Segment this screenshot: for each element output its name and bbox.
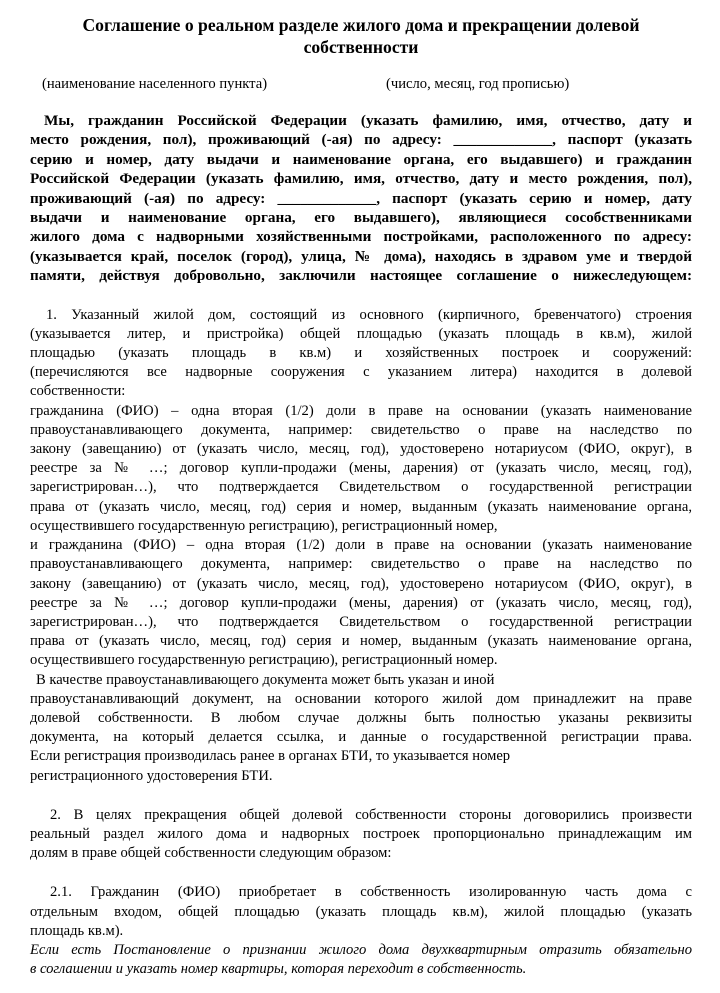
- intro-line: место рождения, пол), проживающий (-ая) по адресу: _____________, паспорт (указать: [30, 131, 692, 149]
- place-placeholder: (наименование населенного пункта): [42, 76, 268, 92]
- clause-2-1-paragraph: [30, 883, 692, 941]
- owner-1-line: реестре за № …; договор купли-продажи (мены, дарения) от (указать число, месяц, год),: [30, 460, 692, 477]
- clause-1-line: собственности:: [30, 383, 126, 400]
- intro-line: Мы, гражданин Российской Федерации (указать фамилию, имя, отчество, дату и: [44, 112, 692, 129]
- clause-2-line: долям в праве общей собственности следующим образом:: [30, 845, 392, 862]
- intro-line: памяти, действуя добровольно, заключили настоящее соглашение о нижеследующем:: [30, 267, 692, 285]
- place-date-row: [30, 75, 692, 97]
- clause-1-line: площадью (указать площадь в кв.м) и хозяйственных построек и сооружений:: [30, 345, 692, 362]
- intro-line: серию и номер, дату выдачи и наименование органа, его выдавшего) и гражданин: [30, 150, 692, 168]
- note-line: В качестве правоустанавливающего документа может быть указан и иной: [36, 671, 495, 688]
- intro-line: Российской Федерации (указать фамилию, имя, отчество, дату и место рождения, пол),: [30, 170, 692, 188]
- owner-1-line: права от (указать число, месяц, год) серия и номер, выданным (указать наименование органа,: [30, 498, 692, 515]
- document-title: Соглашение о реальном разделе жилого дома и прекращении долевой собственности: [82, 15, 640, 57]
- note-line: долевой собственности. В любом случае должны быть полностью указаны реквизиты: [30, 709, 692, 726]
- owner-2-line: права от (указать число, месяц, год) серия и номер, выданным (указать наименование органа,: [30, 633, 692, 650]
- note-line: регистрационного удостоверения БТИ.: [30, 767, 273, 784]
- owner-1-line: зарегистрирован…), что подтверждается Свидетельством о государственной регистрации: [30, 479, 692, 496]
- owner-1-line: гражданина (ФИО) – одна вторая (1/2) доли в праве на основании (указать наименование: [30, 402, 692, 419]
- apartment-note: [30, 941, 692, 979]
- clause-2-line: 2. В целях прекращения общей долевой собственности стороны договорились произвести: [50, 806, 692, 823]
- intro-line: жилого дома с надворными хозяйственными постройками, расположенного по адресу:: [30, 228, 692, 246]
- owner-1-paragraph: [30, 402, 692, 536]
- note-line: правоустанавливающий документ, на основании которого жилой дом принадлежит на праве: [30, 690, 692, 707]
- title-document-note: [30, 671, 692, 786]
- italic-note-line: в соглашении и указать номер квартиры, которая переходит в собственность.: [30, 961, 527, 978]
- owner-2-paragraph: [30, 536, 692, 670]
- owner-2-line: закону (завещанию) от (указать число, месяц, год), удостоверено нотариусом (ФИО, округ), в: [30, 575, 692, 592]
- owner-1-line: осуществившего государственную регистрацию), регистрационный номер,: [30, 517, 498, 534]
- intro-line: выдачи и наименование органа, его выдавшего), являющиеся сособственниками: [30, 209, 692, 227]
- clause-2-1-line: площадь кв.м).: [30, 922, 124, 939]
- intro-line: проживающий (-ая) по адресу: _____________, паспорт (указать серию и номер, дату: [30, 189, 692, 207]
- owner-2-line: реестре за № …; договор купли-продажи (мены, дарения) от (указать число, месяц, год),: [30, 594, 692, 611]
- owner-2-line: правоустанавливающего документа, например: свидетельство о праве на наследство по: [30, 556, 692, 573]
- clause-2-1-line: 2.1. Гражданин (ФИО) приобретает в собственность изолированную часть дома с: [50, 884, 692, 901]
- clause-2-1-line: отдельным входом, общей площадью (указать площадь кв.м), жилой площадью (указать: [30, 903, 692, 920]
- note-line: документа, на который делается ссылка, и данные о государственной регистрации права.: [30, 729, 692, 746]
- clause-1-line: (указывается литер, и пристройка) общей площадью (указать площадь в кв.м), жилой: [30, 325, 692, 342]
- intro-paragraph: [30, 111, 692, 286]
- owner-2-line: осуществившего государственную регистрацию), регистрационный номер.: [30, 652, 498, 669]
- owner-1-line: закону (завещанию) от (указать число, месяц, год), удостоверено нотариусом (ФИО, округ), в: [30, 441, 692, 458]
- italic-note-line: Если есть Постановление о признании жилого дома двухквартирным отразить обязательно: [30, 941, 692, 958]
- note-line: Если регистрация производилась ранее в органах БТИ, то указывается номер: [30, 748, 511, 765]
- clause-1-paragraph: [30, 306, 692, 402]
- owner-2-line: зарегистрирован…), что подтверждается Свидетельством о государственной регистрации: [30, 613, 692, 630]
- date-placeholder: (число, месяц, год прописью): [386, 76, 570, 92]
- clause-1-line: 1. Указанный жилой дом, состоящий из основного (кирпичного, бревенчатого) строения: [46, 306, 692, 323]
- clause-1-line: (перечисляются все надворные сооружения с указанием литера) находится в долевой: [30, 364, 692, 381]
- owner-2-line: и гражданина (ФИО) – одна вторая (1/2) доли в праве на основании (указать наименование: [30, 537, 692, 554]
- owner-1-line: правоустанавливающего документа, например: свидетельство о праве на наследство по: [30, 421, 692, 438]
- clause-2-paragraph: [30, 806, 692, 864]
- intro-line: (указывается край, поселок (город), улица, № дома), находясь в здравом уме и твердой: [30, 247, 692, 265]
- clause-2-line: реальный раздел жилого дома и надворных построек пропорционально принадлежащим им: [30, 825, 692, 842]
